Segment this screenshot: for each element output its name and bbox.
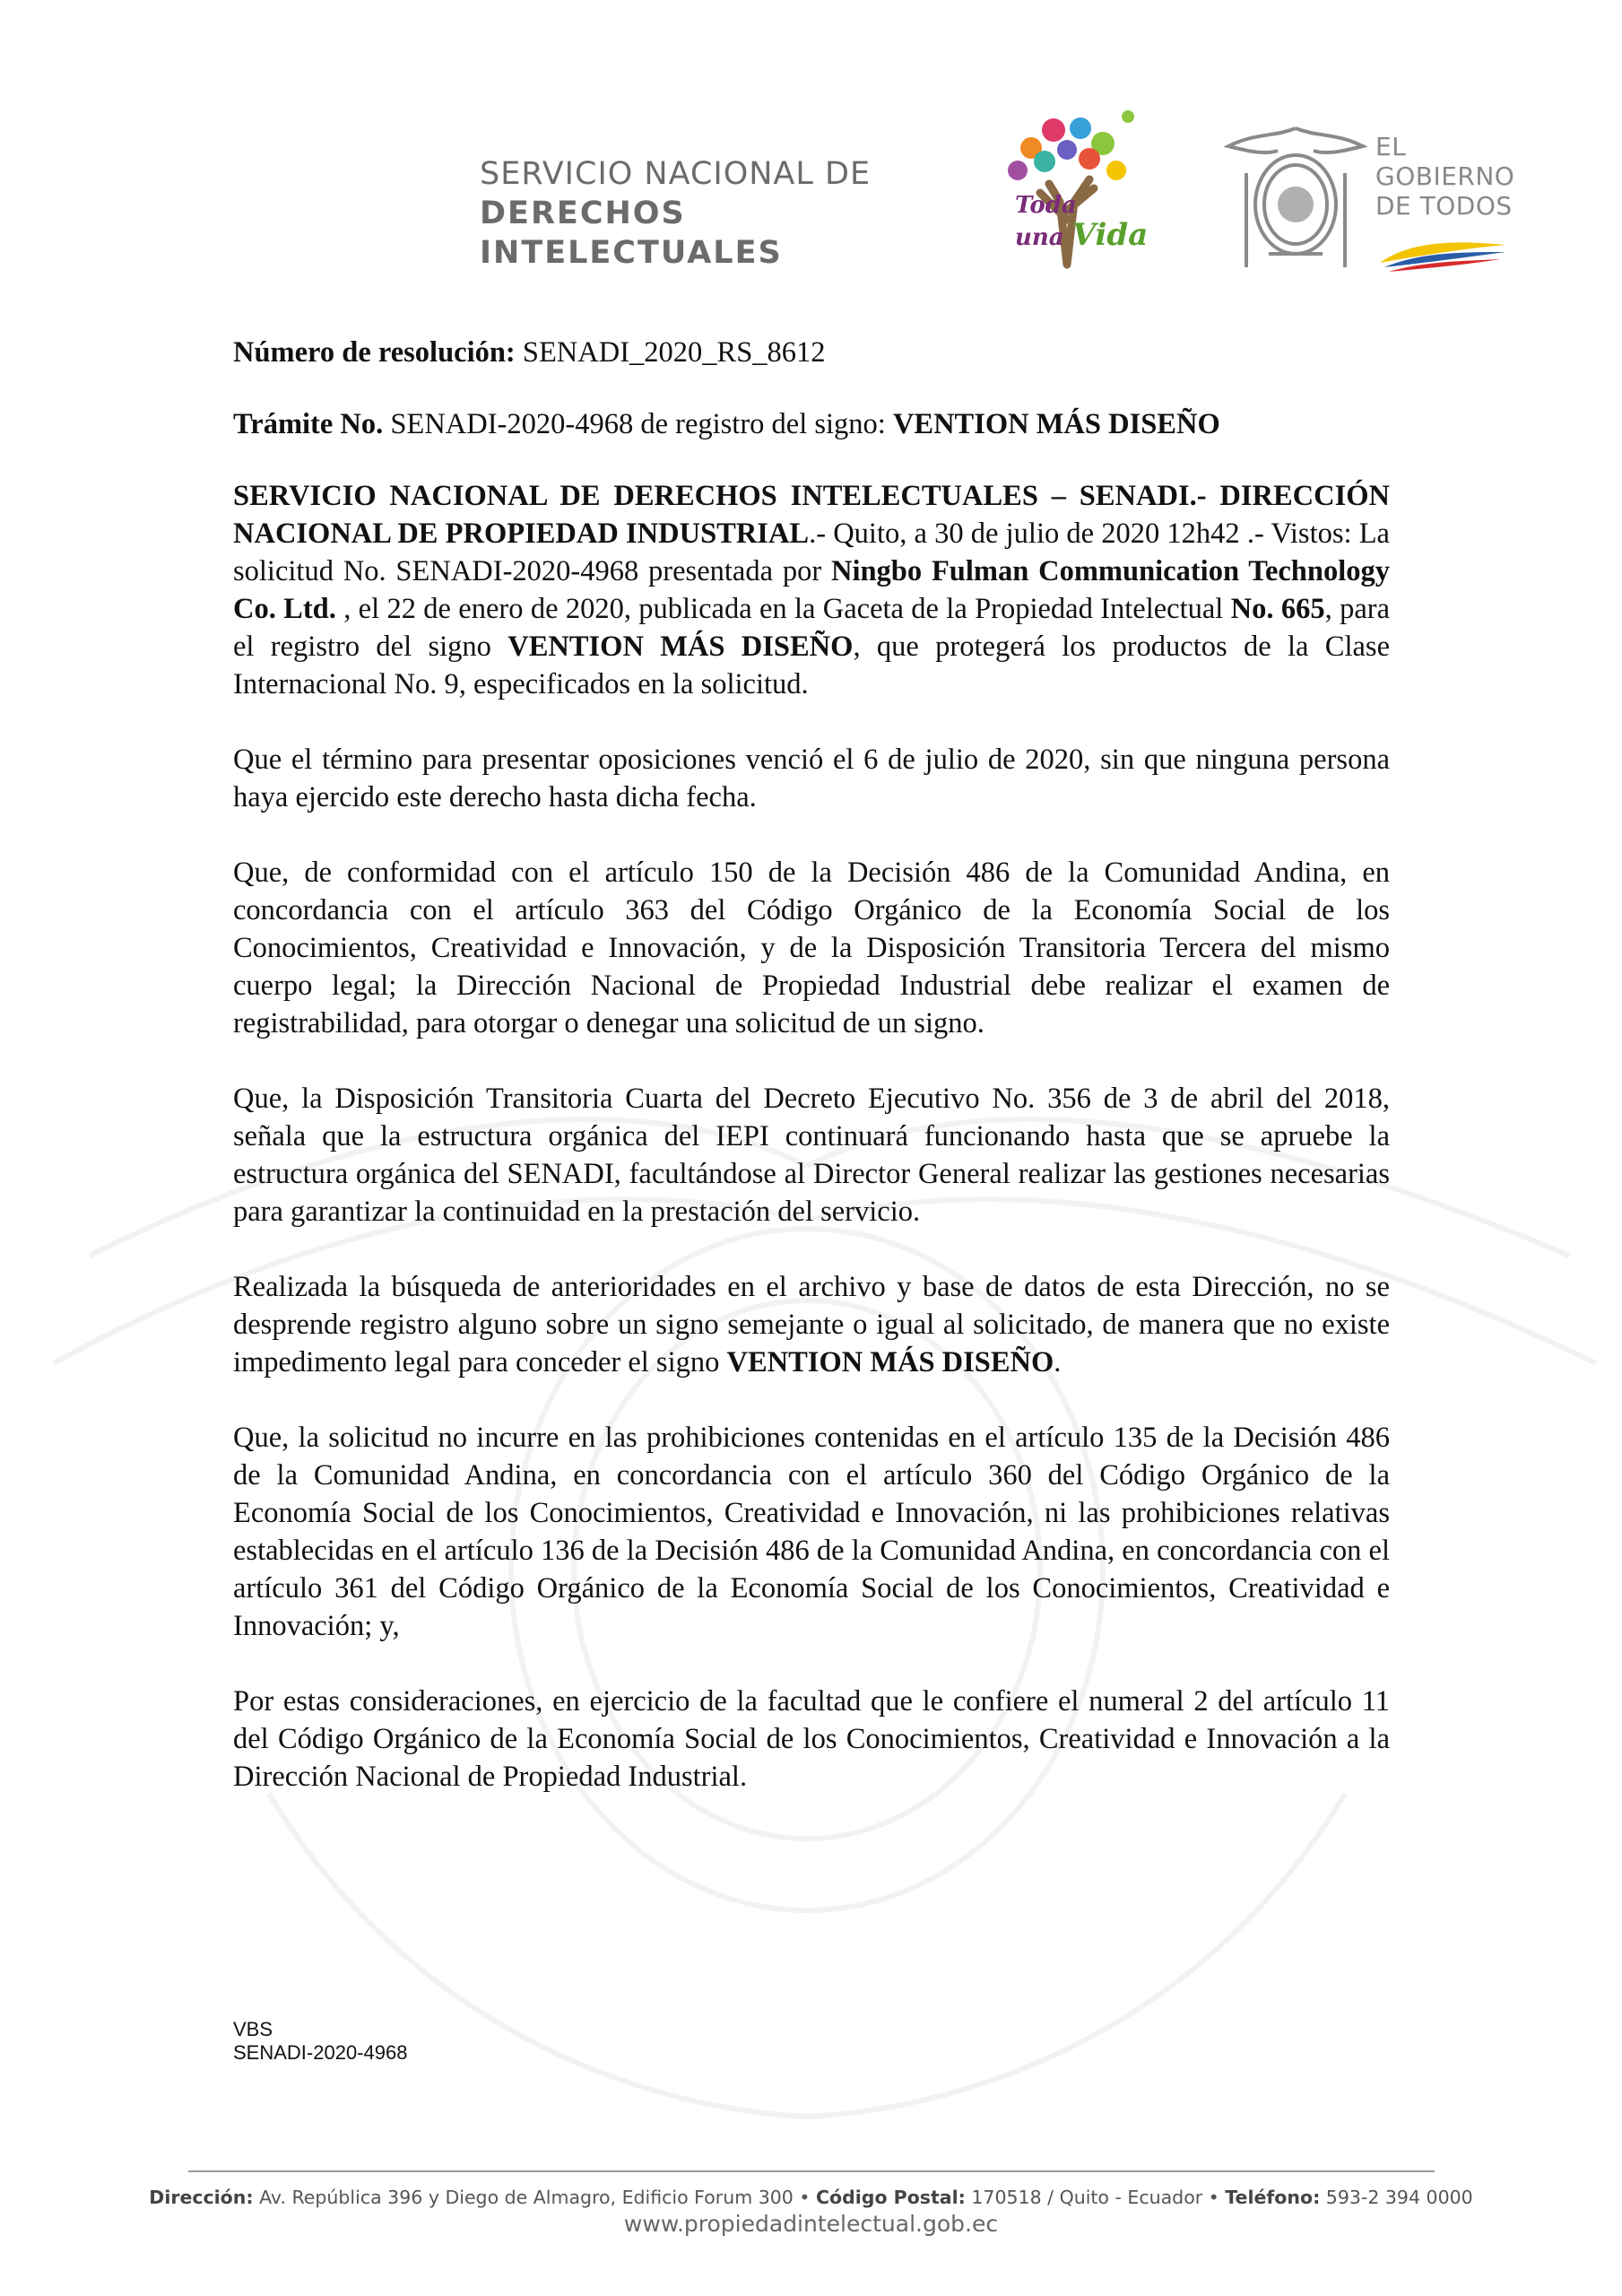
footer-address bbox=[0, 2185, 1622, 2210]
footer-tel-label: Teléfono: bbox=[1225, 2187, 1321, 2208]
signer-ref: SENADI-2020-4968 bbox=[233, 2041, 408, 2064]
signo-name: VENTION MÁS DISEÑO bbox=[892, 408, 1220, 440]
gobierno-logo bbox=[1375, 132, 1514, 221]
footer-tel-value: 593-2 394 0000 bbox=[1320, 2187, 1473, 2208]
p1-text-1: .- Quito, a 30 de julio de 2020 12h42 .- Vistos: La solicitud No. SENADI-2020-4968 presentada por bbox=[233, 517, 1390, 587]
signer-initials: VBS bbox=[233, 2018, 273, 2040]
gov-logo-line3: DE TODOS bbox=[1375, 191, 1513, 222]
tree-text-toda: Toda bbox=[1015, 192, 1077, 219]
p5-bold-signo: VENTION MÁS DISEÑO bbox=[726, 1346, 1054, 1378]
footer-dir-label: Dirección: bbox=[149, 2187, 254, 2208]
resolution-label: Número de resolución: bbox=[233, 336, 516, 369]
tramite-label: Trámite No. bbox=[233, 408, 384, 440]
letterhead bbox=[0, 85, 1622, 300]
p1-text-2: , el 22 de enero de 2020, publicada en la Gaceta de la Propiedad Intelectual bbox=[335, 593, 1231, 625]
tree-text-una: una bbox=[1015, 223, 1064, 251]
footer-cp-label: Código Postal: bbox=[815, 2187, 966, 2208]
resolution-body bbox=[233, 334, 1390, 1833]
p1-bold-applicant: Ningbo Fulman Communication Technology Co. Ltd. bbox=[233, 555, 1390, 625]
p1-bold-institution: SERVICIO NACIONAL DE DERECHOS INTELECTUALES – SENADI.- DIRECCIÓN NACIONAL DE PROPIEDAD INDUSTRIAL bbox=[233, 480, 1390, 550]
tree-logo-text bbox=[1015, 193, 1148, 252]
gov-logo-line2: GOBIERNO bbox=[1375, 161, 1515, 192]
paragraph-prohibiciones: Que, la solicitud no incurre en las prohibiciones contenidas en el artículo 135 de la Decisión 486 de la Comunidad Andina, en concordancia con el artículo 360 del Código Orgánico de la Economía Social de los Conocimientos, Creatividad e Innovación, ni las prohibiciones relativas establecidas en el artículo 136 de la Decisión 486 de la Comunidad Andina, en concordancia con el artículo 361 del Código Orgánico de la Economía Social de los Conocimientos, Creatividad e Innovación; y, bbox=[233, 1422, 1390, 1642]
senadi-logo-line2: DERECHOS INTELECTUALES bbox=[480, 195, 783, 271]
signature-reference bbox=[233, 2018, 407, 2065]
p5-text-1: Realizada la búsqueda de anterioridades en el archivo y base de datos de esta Dirección, no se desprende registro alguno sobre un signo semejante o igual al solicitado, de manera que no existe impedimento legal para conceder el signo bbox=[233, 1271, 1390, 1378]
paragraph-consideraciones: Por estas consideraciones, en ejercicio de la facultad que le confiere el numeral 2 del artículo 11 del Código Orgánico de la Economía Social de los Conocimientos, Creatividad e Innovación a la Dirección Nacional de Propiedad Industrial. bbox=[233, 1685, 1390, 1793]
senadi-logo-line1: SERVICIO NACIONAL DE bbox=[480, 156, 872, 192]
footer-divider bbox=[188, 2170, 1435, 2172]
footer-website: www.propiedadintelectual.gob.ec bbox=[623, 2211, 999, 2237]
p1-text-3: , para el registro del signo bbox=[233, 593, 1390, 663]
p1-bold-gaceta: No. 665 bbox=[1230, 593, 1325, 625]
footer-cp-value: 170518 / Quito - Ecuador • bbox=[965, 2187, 1226, 2208]
tramite-line bbox=[233, 405, 1390, 443]
paragraph-busqueda bbox=[233, 1268, 1390, 1381]
senadi-logo bbox=[480, 155, 928, 273]
footer-dir-value: Av. República 396 y Diego de Almagro, Edificio Forum 300 • bbox=[253, 2187, 816, 2208]
paragraph-vistos bbox=[233, 477, 1390, 703]
gov-logo-line1: EL bbox=[1375, 132, 1407, 161]
p1-bold-signo: VENTION MÁS DISEÑO bbox=[507, 631, 854, 663]
ecuador-emblem-icon bbox=[1219, 119, 1372, 276]
tramite-text: SENADI-2020-4968 de registro del signo: bbox=[383, 408, 893, 440]
p1-text-4: , que protegerá los productos de la Clase Internacional No. 9, especificados en la solicitud. bbox=[233, 631, 1390, 700]
flag-swoosh-icon bbox=[1375, 236, 1510, 274]
tree-text-vida: Vida bbox=[1071, 216, 1149, 253]
p5-text-2: . bbox=[1054, 1346, 1062, 1378]
paragraph-conformidad: Que, de conformidad con el artículo 150 de la Decisión 486 de la Comunidad Andina, en concordancia con el artículo 363 del Código Orgánico de la Economía Social de los Conocimientos, Creatividad e Innovación, y de la Disposición Transitoria Tercera del mismo cuerpo legal; la Dirección Nacional de Propiedad Industrial debe realizar el examen de registrabilidad, para otorgar o denegar una solicitud de un signo. bbox=[233, 857, 1390, 1039]
paragraph-oposiciones: Que el término para presentar oposiciones venció el 6 de julio de 2020, sin que ninguna persona haya ejercido este derecho hasta dicha fecha. bbox=[233, 744, 1390, 813]
footer bbox=[0, 2185, 1622, 2239]
resolution-value: SENADI_2020_RS_8612 bbox=[515, 336, 826, 369]
resolution-number bbox=[233, 334, 1390, 371]
paragraph-decreto: Que, la Disposición Transitoria Cuarta del Decreto Ejecutivo No. 356 de 3 de abril del 2018, señala que la estructura orgánica del IEPI continuará funcionando hasta que se apruebe la estructura orgánica del SENADI, facultándose al Director General realizar las gestiones necesarias para garantizar la continuidad en la prestación del servicio. bbox=[233, 1083, 1390, 1228]
